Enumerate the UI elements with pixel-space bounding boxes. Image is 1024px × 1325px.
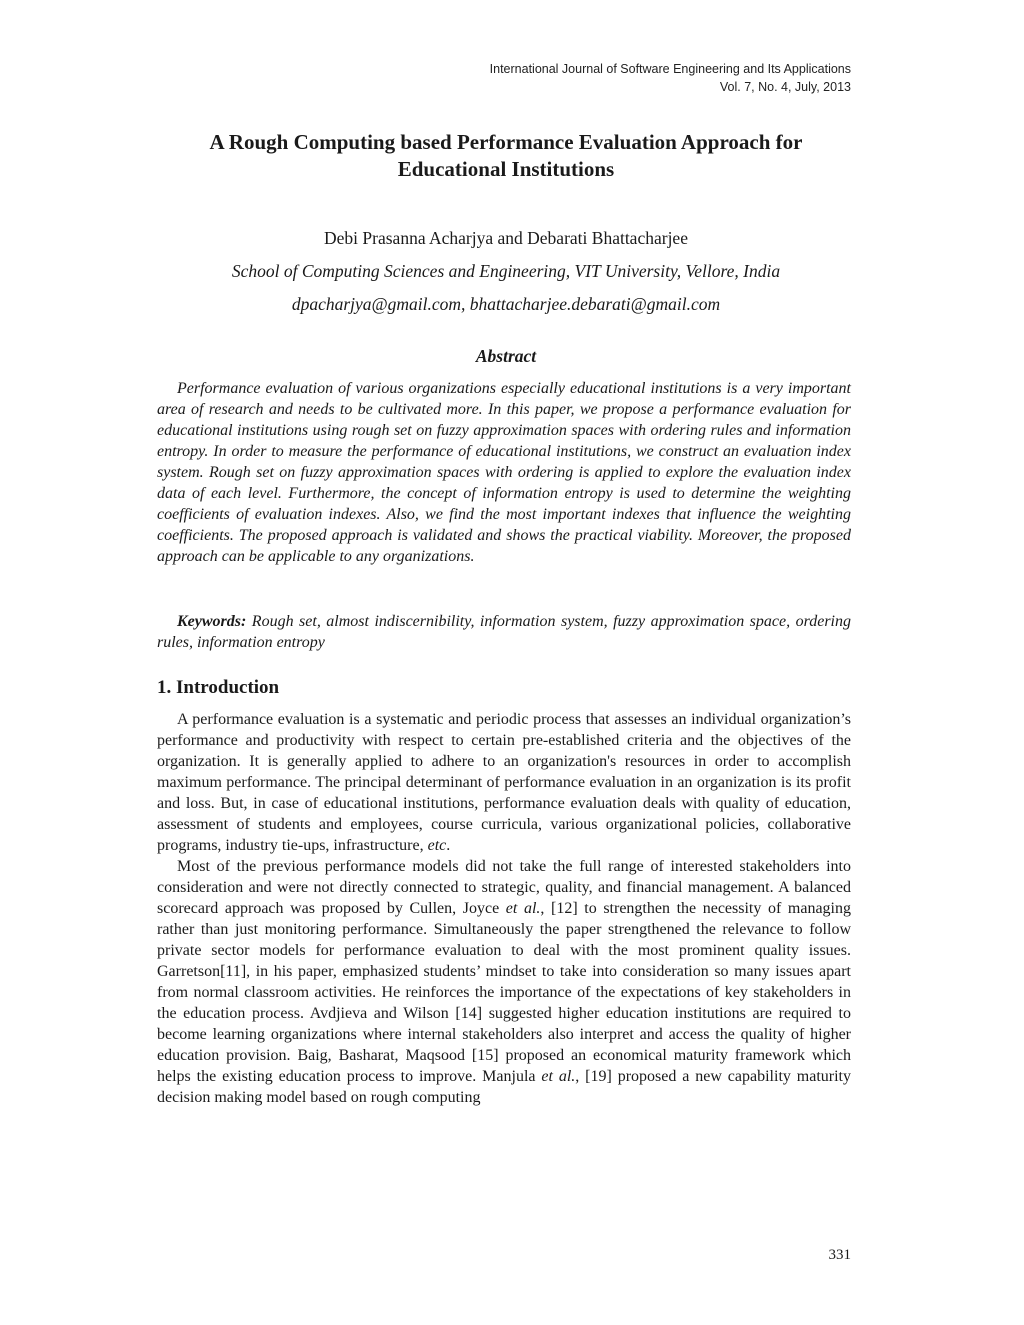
abstract-text: Performance evaluation of various organizations especially educational institutions is a very important area of research and needs to be cultivated more. In this paper, we propose a performance evaluation for educational institutions using rough set on fuzzy approximation spaces with ordering rules and information entropy. In order to measure the performance of educational institutions, we construct an evaluation index system. Rough set on fuzzy approximation spaces with ordering is applied to explore the evaluation index data of each level. Furthermore, the concept of information entropy is used to determine the weighting coefficients of evaluation indexes. Also, we find the most important indexes that influence the weighting coefficients. The proposed approach is validated and shows the practical viability. Moreover, the proposed approach can be applicable to any organizations.	[157, 380, 851, 565]
keywords	[157, 611, 851, 653]
page-number: 331	[828, 1247, 851, 1263]
authors: Debi Prasanna Acharjya and Debarati Bhattacharjee	[324, 228, 688, 248]
running-header	[251, 60, 851, 96]
abstract-heading: Abstract	[475, 346, 537, 366]
journal-name: International Journal of Software Engineering and Its Applications	[489, 62, 851, 76]
volume-info: Vol. 7, No. 4, July, 2013	[719, 80, 851, 94]
intro-paragraph-2: Most of the previous performance models did not take the full range of interested stakeholders into consideration and were not directly connected to strategic, quality, and financial management. A balanced scorecard approach was proposed by Cullen, Joyce et al., [12] to strengthen the necessity of managing rather than just monitoring performance. Simultaneously the paper strengthened the relevance to follow private sector models for performance evaluation to deal with the most prominent quality issues. Garretson[11], in his paper, emphasized students’ mindset to take into consideration so many issues apart from normal classroom activities. He reinforces the importance of the expectations of key stakeholders in the education process. Avdjieva and Wilson [14] suggested higher education institutions are required to become learning organizations where internal stakeholders also interpret and access the quality of higher education provision. Baig, Basharat, Maqsood [15] proposed an economical maturity framework which helps the existing education process to improve. Manjula et al., [19] proposed a new capability maturity decision making model based on rough computing	[157, 858, 852, 1106]
paper-title	[150, 129, 862, 183]
keywords-text: Rough set, almost indiscernibility, information system, fuzzy approximation space, ordering rules, information entropy	[157, 613, 851, 651]
author-emails: dpacharjya@gmail.com, bhattacharjee.debarati@gmail.com	[291, 294, 721, 314]
section-heading-introduction: 1. Introduction	[157, 677, 280, 698]
paper-title-line-1: A Rough Computing based Performance Evaluation Approach for	[209, 130, 803, 154]
intro-paragraph-1: A performance evaluation is a systematic and periodic process that assesses an individual organization’s performance and productivity with respect to certain pre-established criteria and the objectives of the organization. It is generally applied to adhere to an organization's resources in order to accomplish maximum performance. The principal determinant of performance evaluation in an organization is its profit and loss. But, in case of educational institutions, performance evaluation deals with quality of education, assessment of students and employees, course curricula, various organizational policies, collaborative programs, industry tie-ups, infrastructure, etc.	[157, 711, 851, 854]
keywords-label: Keywords:	[177, 613, 247, 630]
affiliation: School of Computing Sciences and Engineering, VIT University, Vellore, India	[231, 261, 781, 281]
paper-title-line-2: Educational Institutions	[397, 157, 615, 181]
introduction-body	[157, 709, 851, 1108]
